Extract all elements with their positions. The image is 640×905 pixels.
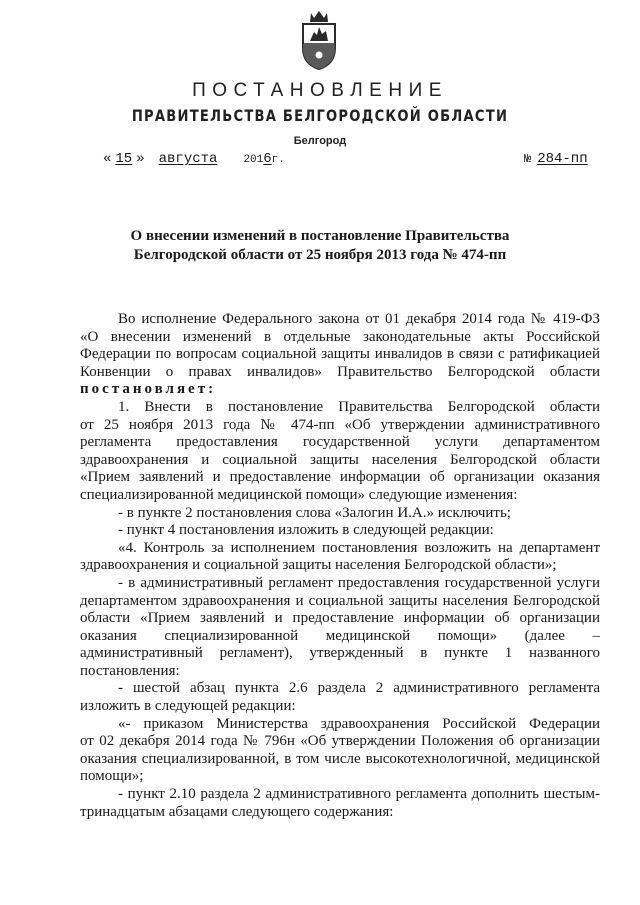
document-number <box>524 151 588 167</box>
subject-line: О внесении изменений в постановление Правительства <box>130 228 510 244</box>
date-year-suffix: г. <box>271 154 285 166</box>
body-line: от 02 декабря 2014 года № 796н «Об утверждении Положения об организации <box>80 733 600 750</box>
date-year-prefix: 201 <box>243 154 264 166</box>
date-open-quote: « <box>103 151 112 167</box>
body-line: от 25 ноября 2013 года № 474-пп «Об утверждении административного <box>80 416 600 433</box>
body-line: здравоохранения и социальной защиты населения Белгородской области <box>80 451 600 468</box>
body-line: регламента предоставления государственной услуги департаментом <box>80 434 600 451</box>
body-line: «Прием заявлений и предоставление информации об организации оказания <box>80 469 600 486</box>
body-line: оказания специализированной, в том числе высокотехнологичной, медицинской <box>80 750 600 767</box>
coat-of-arms-emblem <box>297 10 341 70</box>
body-line: постановления: <box>80 662 180 679</box>
date-close-quote: » <box>136 151 145 167</box>
body-line: департаментом здравоохранения и социальной защиты населения Белгородской <box>80 592 600 609</box>
issuing-authority: ПРАВИТЕЛЬСТВА БЕЛГОРОДСКОЙ ОБЛАСТИ <box>131 106 509 125</box>
body-line: административный регламент), утвержденный в пункте 1 названного <box>80 645 600 662</box>
body-line: специализированной медицинской помощи» следующие изменения: <box>80 486 518 503</box>
body-line: «4. Контроль за исполнением постановления возложить на департамент <box>118 539 600 556</box>
body-line: здравоохранения и социальной защиты населения Белгородской области»; <box>80 557 557 574</box>
resolves-keyword: постановляет: <box>80 381 217 398</box>
document-subject-title <box>120 227 520 265</box>
body-line: - шестой абзац пункта 2.6 раздела 2 административного регламента <box>118 680 600 697</box>
body-line: - пункт 4 постановления изложить в следующей редакции: <box>118 522 494 539</box>
body-line: - в пункте 2 постановления слова «Залогин И.А.» исключить; <box>118 504 511 521</box>
date-line <box>103 151 285 167</box>
body-line: «- приказом Министерства здравоохранения Российской Федерации <box>118 715 600 732</box>
date-month: августа <box>158 151 218 167</box>
body-line: «О внесении изменений в отдельные законодательные акты Российской <box>80 328 600 345</box>
date-year-digit: 6 <box>263 151 272 167</box>
document-body <box>80 311 600 821</box>
subject-line: Белгородской области от 25 ноября 2013 года № 474-пп <box>133 247 507 263</box>
city-name: Белгород <box>293 135 347 147</box>
date-day: 15 <box>115 151 133 167</box>
body-line: - в административный регламент предоставления государственной услуги <box>118 574 600 591</box>
body-line: Федерации по вопросам социальной защиты инвалидов в связи с ратификацией <box>80 346 600 363</box>
body-line: Во исполнение Федерального закона от 01 декабря 2014 года № 419-ФЗ <box>118 311 600 327</box>
body-line: оказания специализированной медицинской помощи» (далее – <box>80 627 600 644</box>
document-type-title: ПОСТАНОВЛЕНИЕ <box>192 80 448 101</box>
number-value: 284-пп <box>537 151 588 167</box>
body-line: области «Прием заявлений и предоставление информации об организации <box>80 610 600 627</box>
body-line: тринадцатым абзацами следующего содержания: <box>80 803 394 820</box>
body-line: помощи»; <box>80 768 144 785</box>
body-line: 1. Внести в постановление Правительства Белгородской области <box>118 398 600 415</box>
number-label: № <box>524 152 532 166</box>
body-line: Конвенции о правах инвалидов» Правительство Белгородской области <box>80 363 600 380</box>
body-line: - пункт 2.10 раздела 2 административного регламента дополнить шестым- <box>118 786 600 803</box>
body-line: изложить в следующей редакции: <box>80 698 296 715</box>
